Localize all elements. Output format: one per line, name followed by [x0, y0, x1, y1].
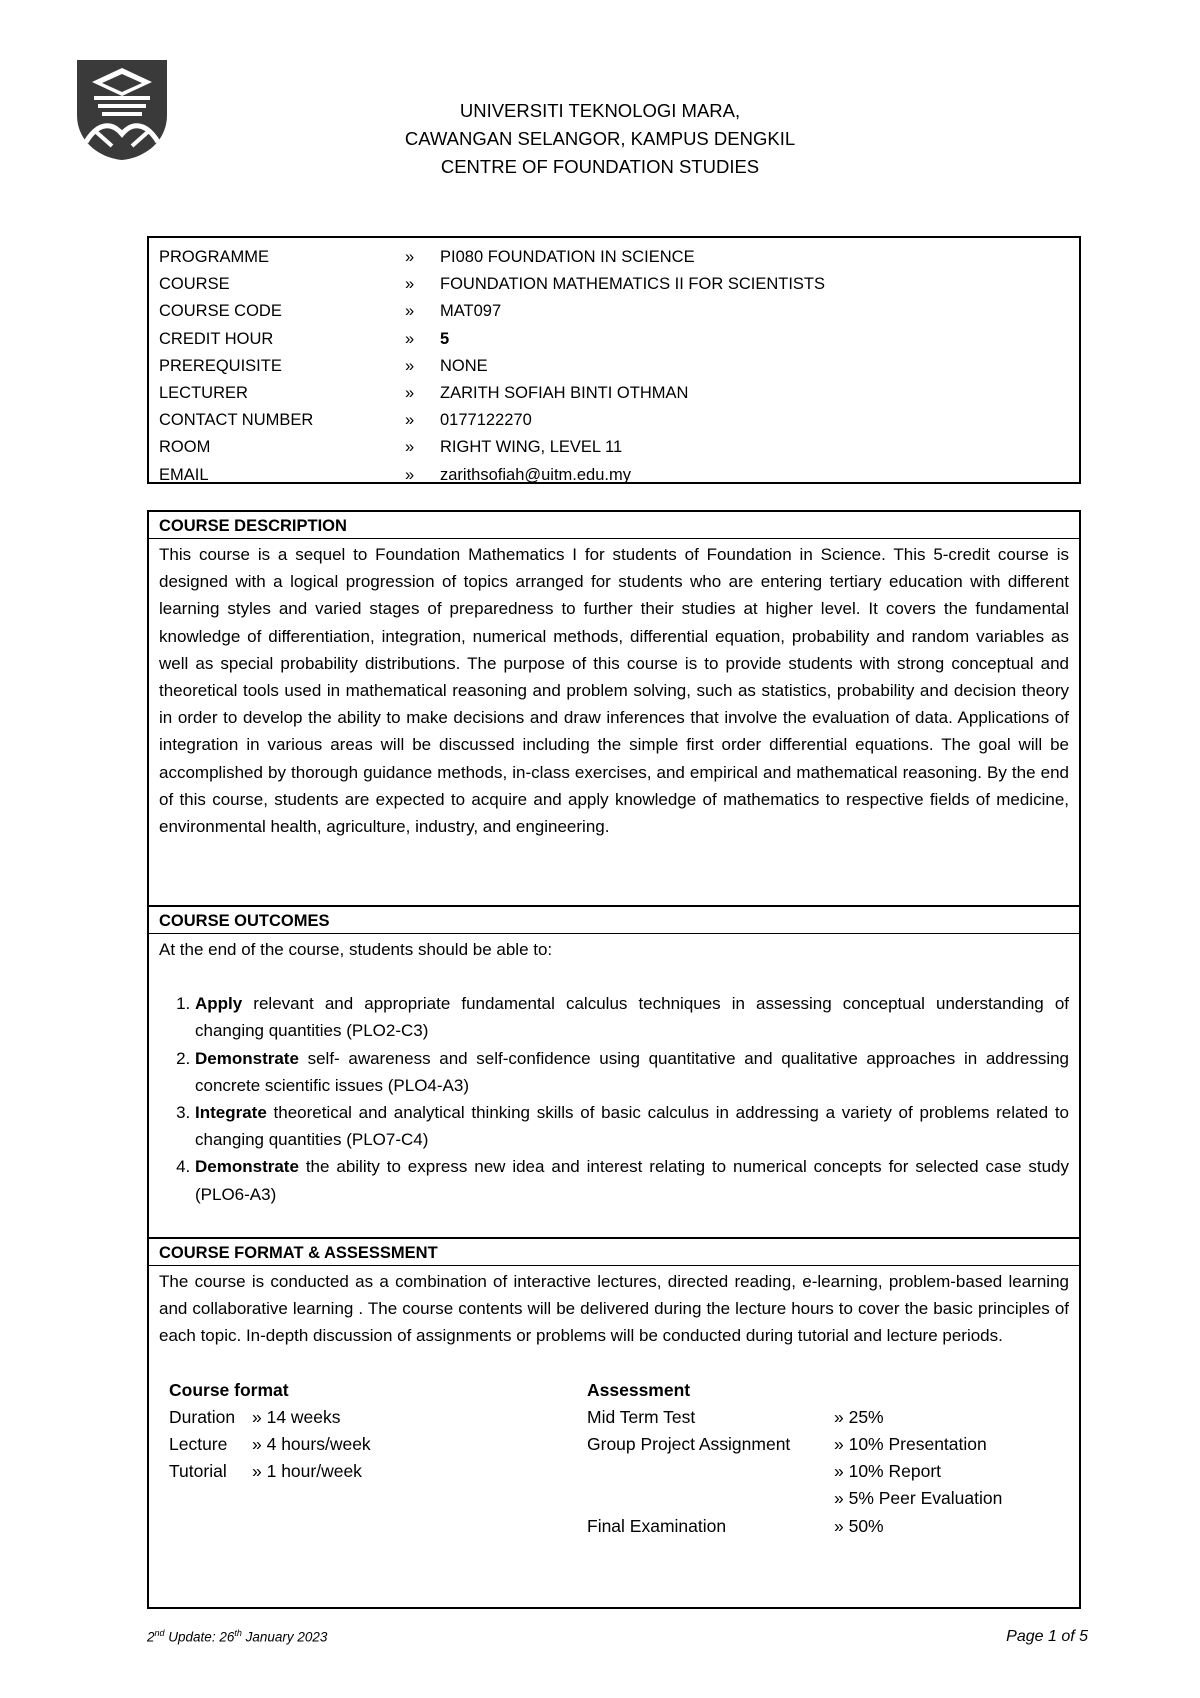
info-label: COURSE — [159, 275, 230, 294]
course-format-row — [169, 1458, 587, 1485]
info-label: COURSE CODE — [159, 302, 282, 321]
info-separator: » — [405, 465, 415, 484]
info-separator: » — [405, 329, 415, 348]
course-details-box — [147, 510, 1081, 1609]
assessment-value: » 5% Peer Evaluation — [834, 1488, 1003, 1509]
email-link[interactable]: zarithsofiah@uitm.edu.my — [440, 465, 631, 484]
info-row-credit-hour — [159, 326, 1069, 353]
info-value: ZARITH SOFIAH BINTI OTHMAN — [440, 384, 689, 403]
course-info-box — [147, 236, 1081, 484]
assessment-key: Group Project Assignment — [587, 1434, 791, 1455]
format-value: » 1 hour/week — [252, 1461, 362, 1482]
info-separator: » — [405, 302, 415, 321]
update-superscript: nd — [154, 1628, 165, 1638]
info-row-lecturer — [159, 380, 1069, 407]
header-line-1: UNIVERSITI TEKNOLOGI MARA, — [459, 100, 741, 121]
outcome-text: self- awareness and self-confidence using quantitative and qualitative approaches in addressing concrete scientific issues (PLO4-A3) — [195, 1048, 1069, 1095]
assessment-key — [587, 1485, 834, 1512]
info-label: ROOM — [159, 438, 211, 457]
course-outcomes-section — [149, 934, 1079, 1237]
format-value: » 14 weeks — [252, 1406, 341, 1427]
info-value: 0177122270 — [440, 411, 532, 430]
info-row-course — [159, 271, 1069, 298]
info-separator: » — [405, 248, 415, 267]
course-format-heading: COURSE FORMAT & ASSESSMENT — [149, 1237, 1079, 1266]
info-label: LECTURER — [159, 384, 248, 403]
institution-header — [300, 97, 900, 181]
info-value: PI080 FOUNDATION IN SCIENCE — [440, 248, 695, 267]
info-row-email — [159, 462, 1069, 489]
info-separator: » — [405, 356, 415, 375]
course-format-row — [169, 1404, 587, 1431]
assessment-value: » 50% — [834, 1515, 884, 1536]
assessment-value: » 25% — [834, 1406, 884, 1427]
info-separator: » — [405, 275, 415, 294]
course-format-text: The course is conducted as a combination of interactive lectures, directed reading, e-learning, problem-based learning and collaborative learning . The course contents will be delivered during the lecture hours to cover the basic principles of each topic. In-depth discussion of assignments or problems will be conducted during tutorial and lecture periods. — [159, 1272, 1069, 1346]
course-description-heading: COURSE DESCRIPTION — [149, 512, 1079, 539]
assessment-row — [587, 1404, 1002, 1431]
course-format-section — [149, 1266, 1079, 1540]
assessment-value: » 10% Presentation — [834, 1434, 987, 1455]
info-value: FOUNDATION MATHEMATICS II FOR SCIENTISTS — [440, 275, 826, 294]
outcome-text: the ability to express new idea and interest relating to numerical concepts for selected case study (PLO6-A3) — [195, 1157, 1069, 1204]
course-description-text: This course is a sequel to Foundation Mathematics I for students of Foundation in Science. This 5-credit course is designed with a logical progression of topics arranged for students who are entering tertiary education with different learning styles and varied stages of preparedness to further their studies at higher level. It covers the fundamental knowledge of differentiation, integration, numerical methods, differential equation, probability and random variables as well as special probability distributions. The purpose of this course is to provide students with strong conceptual and theoretical tools used in mathematical reasoning and problem solving, such as statistics, probability and decision theory in order to develop the ability to make decisions and draw inferences that involve the evaluation of data. Applications of integration in various areas will be discussed including the simple first order differential equations. The goal will be accomplished by thorough guidance methods, in-class exercises, and empirical and mathematical reasoning. By the end of this course, students are expected to acquire and apply knowledge of mathematics to respective fields of medicine, environmental health, agriculture, industry, and engineering. — [159, 545, 1069, 837]
assessment-title: Assessment — [587, 1379, 691, 1400]
info-value: 5 — [440, 329, 450, 348]
info-label: CREDIT HOUR — [159, 329, 274, 348]
outcome-verb: Apply — [195, 994, 243, 1014]
outcome-text: relevant and appropriate fundamental calculus techniques in assessing conceptual understanding of changing quantities (PLO2-C3) — [195, 994, 1069, 1041]
assessment-key: Final Examination — [587, 1515, 727, 1536]
outcome-verb: Demonstrate — [195, 1048, 299, 1068]
assessment-key — [587, 1458, 834, 1485]
info-separator: » — [405, 411, 415, 430]
header-line-2: CAWANGAN SELANGOR, KAMPUS DENGKIL — [404, 128, 796, 149]
course-format-column — [169, 1377, 587, 1540]
outcomes-intro: At the end of the course, students should be able to: — [159, 940, 553, 959]
info-label: PROGRAMME — [159, 248, 270, 267]
info-separator: » — [405, 438, 415, 457]
header-line-3: CENTRE OF FOUNDATION STUDIES — [440, 156, 760, 177]
outcome-item — [195, 1045, 1069, 1099]
assessment-row — [587, 1458, 1002, 1485]
page-number: Page 1 of 5 — [1006, 1628, 1088, 1645]
update-text: Update: 26 — [164, 1629, 235, 1645]
format-key: Lecture — [169, 1434, 228, 1455]
update-text: January 2023 — [241, 1629, 328, 1645]
update-text: 2 — [147, 1629, 155, 1645]
course-format-row — [169, 1431, 587, 1458]
format-key: Duration — [169, 1406, 236, 1427]
outcome-item — [195, 1153, 1069, 1207]
info-value: NONE — [440, 356, 488, 375]
info-label: EMAIL — [159, 465, 209, 484]
assessment-row — [587, 1431, 1002, 1458]
outcome-verb: Integrate — [195, 1103, 267, 1123]
assessment-value: » 10% Report — [834, 1461, 942, 1482]
assessment-row — [587, 1485, 1002, 1512]
assessment-column — [587, 1377, 1002, 1540]
outcomes-list — [159, 990, 1069, 1208]
course-outcomes-heading: COURSE OUTCOMES — [149, 905, 1079, 934]
assessment-key: Mid Term Test — [587, 1406, 696, 1427]
outcome-item — [195, 990, 1069, 1044]
format-assessment-columns — [159, 1377, 1069, 1540]
outcome-verb: Demonstrate — [195, 1157, 299, 1177]
update-superscript: th — [234, 1628, 242, 1638]
assessment-row — [587, 1513, 1002, 1540]
info-row-course-code — [159, 298, 1069, 325]
info-label: PREREQUISITE — [159, 356, 282, 375]
info-label: CONTACT NUMBER — [159, 411, 314, 430]
info-row-room — [159, 434, 1069, 461]
info-row-contact-number — [159, 407, 1069, 434]
info-row-programme — [159, 244, 1069, 271]
info-row-prerequisite — [159, 353, 1069, 380]
info-value: MAT097 — [440, 302, 502, 321]
format-key: Tutorial — [169, 1461, 227, 1482]
course-format-title: Course format — [169, 1379, 289, 1400]
info-separator: » — [405, 384, 415, 403]
outcome-text: theoretical and analytical thinking skills of basic calculus in addressing a variety of problems related to changing quantities (PLO7-C4) — [195, 1103, 1069, 1150]
uitm-logo — [72, 60, 172, 160]
outcome-item — [195, 1099, 1069, 1153]
info-value: RIGHT WING, LEVEL 11 — [440, 438, 623, 457]
format-value: » 4 hours/week — [252, 1434, 371, 1455]
update-date — [147, 1628, 327, 1645]
